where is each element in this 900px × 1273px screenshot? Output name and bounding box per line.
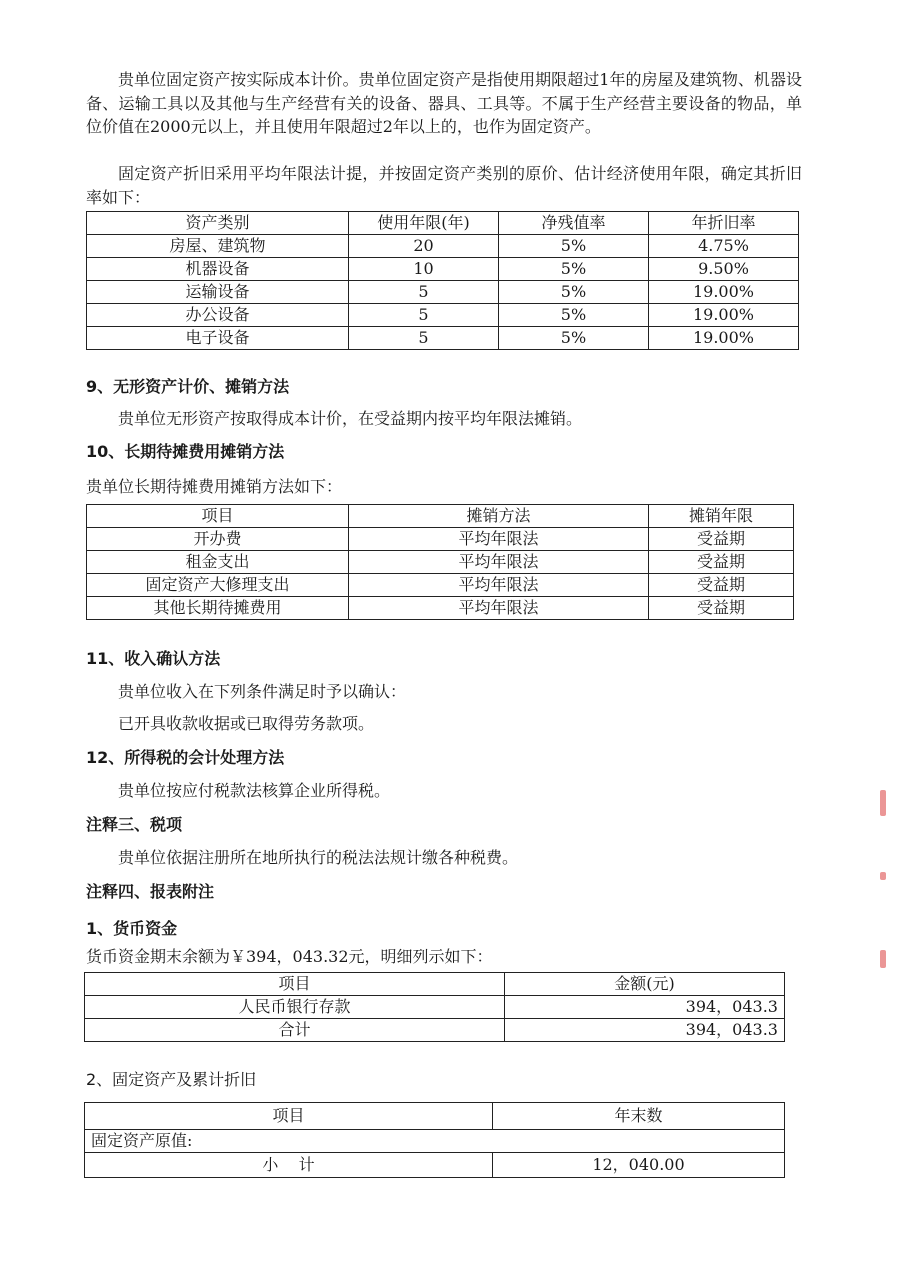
- table-header-row: [85, 973, 785, 996]
- scan-edge-mark: [880, 872, 886, 880]
- table-cell: 房屋、建筑物: [87, 235, 349, 258]
- table-row: [87, 574, 794, 597]
- table-row: [87, 281, 799, 304]
- table-cell: 394，043.3: [505, 1019, 785, 1042]
- table-cell: 电子设备: [87, 327, 349, 350]
- table-cell: 人民币银行存款: [85, 996, 505, 1019]
- table-row: [87, 528, 794, 551]
- column-header: 资产类别: [87, 212, 349, 235]
- table-cell: 固定资产大修理支出: [87, 574, 349, 597]
- section-9-heading: 9、无形资产计价、摊销方法: [86, 377, 290, 396]
- section-12-heading: 12、所得税的会计处理方法: [86, 748, 285, 767]
- section-11-line: 已开具收款收据或已取得劳务款项。: [118, 714, 375, 733]
- table-cell: 19.00%: [649, 327, 799, 350]
- table-row: [87, 235, 799, 258]
- table-cell: 受益期: [649, 574, 794, 597]
- table-row: [87, 327, 799, 350]
- table-cell: 5%: [499, 327, 649, 350]
- table-cell: 4.75%: [649, 235, 799, 258]
- table-cell: 平均年限法: [349, 528, 649, 551]
- table-cell: 受益期: [649, 551, 794, 574]
- depreciation-table: [86, 211, 799, 350]
- group-label-cell: 固定资产原值:: [85, 1130, 785, 1153]
- table-header-row: [87, 505, 794, 528]
- table-row: [85, 1153, 785, 1178]
- table-cell: 办公设备: [87, 304, 349, 327]
- table-cell: 5: [349, 304, 499, 327]
- column-header: 摊销方法: [349, 505, 649, 528]
- fixed-assets-heading: 2、固定资产及累计折旧: [86, 1070, 257, 1089]
- section-11-line: 贵单位收入在下列条件满足时予以确认：: [118, 682, 407, 701]
- table-row: [85, 1130, 785, 1153]
- subtotal-label-cell: 小 计: [85, 1153, 493, 1178]
- table-cell: 其他长期待摊费用: [87, 597, 349, 620]
- table-cell: 394，043.3: [505, 996, 785, 1019]
- table-cell: 运输设备: [87, 281, 349, 304]
- column-header: 项目: [85, 973, 505, 996]
- table-row: [85, 996, 785, 1019]
- column-header: 年折旧率: [649, 212, 799, 235]
- table-cell: 10: [349, 258, 499, 281]
- fixed-asset-policy-paragraph: 贵单位固定资产按实际成本计价。贵单位固定资产是指使用期限超过1年的房屋及建筑物、机器设备、运输工具以及其他与生产经营有关的设备、器具、工具等。不属于生产经营主要设备的物品，单位价值在2000元以上，并且使用年限超过2年以上的，也作为固定资产。: [86, 70, 802, 136]
- table-cell: 19.00%: [649, 281, 799, 304]
- table-cell: 机器设备: [87, 258, 349, 281]
- column-header: 摊销年限: [649, 505, 794, 528]
- depreciation-method-paragraph: 固定资产折旧采用平均年限法计提，并按固定资产类别的原价、估计经济使用年限，确定其折旧率如下：: [86, 164, 802, 207]
- fixed-assets-table: [84, 1102, 785, 1178]
- section-9-body: 贵单位无形资产按取得成本计价，在受益期内按平均年限法摊销。: [118, 409, 583, 428]
- column-header: 项目: [87, 505, 349, 528]
- table-cell: 受益期: [649, 528, 794, 551]
- table-header-row: [85, 1103, 785, 1130]
- section-10-intro: 贵单位长期待摊费用摊销方法如下：: [86, 477, 343, 496]
- scan-edge-mark: [880, 950, 886, 968]
- table-row: [87, 258, 799, 281]
- column-header: 净残值率: [499, 212, 649, 235]
- table-row: [87, 597, 794, 620]
- table-cell: 5%: [499, 258, 649, 281]
- table-cell: 开办费: [87, 528, 349, 551]
- table-row: [85, 1019, 785, 1042]
- table-cell: 租金支出: [87, 551, 349, 574]
- table-row: [87, 304, 799, 327]
- section-10-heading: 10、长期待摊费用摊销方法: [86, 442, 285, 461]
- table-cell: 平均年限法: [349, 597, 649, 620]
- table-cell: 9.50%: [649, 258, 799, 281]
- table-header-row: [87, 212, 799, 235]
- table-cell: 19.00%: [649, 304, 799, 327]
- table-cell: 5%: [499, 304, 649, 327]
- section-11-heading: 11、收入确认方法: [86, 649, 221, 668]
- subtotal-value-cell: 12，040.00: [493, 1153, 785, 1178]
- note-4-heading: 注释四、报表附注: [86, 882, 215, 901]
- table-cell: 合计: [85, 1019, 505, 1042]
- table-cell: 平均年限法: [349, 574, 649, 597]
- table-cell: 20: [349, 235, 499, 258]
- table-cell: 受益期: [649, 597, 794, 620]
- note-3-body: 贵单位依据注册所在地所执行的税法法规计缴各种税费。: [118, 848, 519, 867]
- scan-edge-mark: [880, 790, 886, 816]
- column-header: 项目: [85, 1103, 493, 1130]
- table-cell: 平均年限法: [349, 551, 649, 574]
- column-header: 使用年限(年): [349, 212, 499, 235]
- amortization-table: [86, 504, 794, 620]
- column-header: 年末数: [493, 1103, 785, 1130]
- table-cell: 5%: [499, 281, 649, 304]
- table-cell: 5: [349, 281, 499, 304]
- cash-table: [84, 972, 785, 1042]
- table-cell: 5: [349, 327, 499, 350]
- cash-intro: 货币资金期末余额为￥394，043.32元，明细列示如下：: [86, 947, 493, 966]
- cash-heading: 1、货币资金: [86, 919, 178, 938]
- table-cell: 5%: [499, 235, 649, 258]
- note-3-heading: 注释三、税项: [86, 815, 183, 834]
- column-header: 金额(元): [505, 973, 785, 996]
- section-12-body: 贵单位按应付税款法核算企业所得税。: [118, 781, 391, 800]
- table-row: [87, 551, 794, 574]
